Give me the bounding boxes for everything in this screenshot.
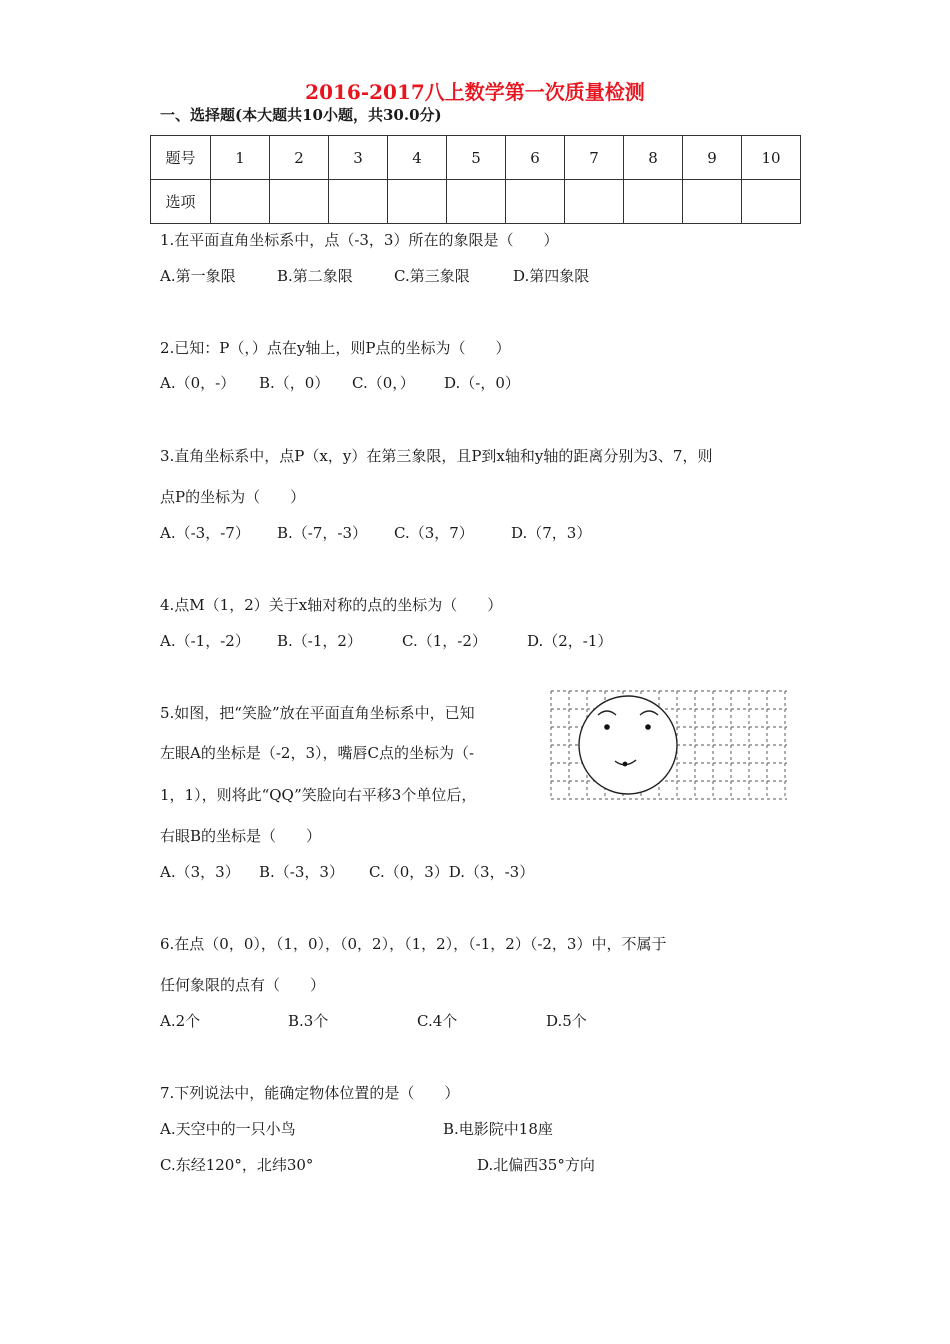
q3-stem-line1: 3.直角坐标系中，点P（x，y）在第三象限，且P到x轴和y轴的距离分别为3、7，则 xyxy=(160,447,713,465)
q7-option-a: A.天空中的一只小鸟 xyxy=(160,1120,296,1138)
right-eye-b xyxy=(645,724,651,730)
q4-option-c: C.（1，-2） xyxy=(402,632,487,650)
section-heading: 一、选择题(本大题共10小题，共30.0分) xyxy=(160,106,442,124)
q7-stem: 7.下列说法中，能确定物体位置的是（ ） xyxy=(160,1084,460,1102)
q2-option-a: A.（0，-） xyxy=(160,374,236,392)
q1-option-a: A.第一象限 xyxy=(160,267,236,285)
q2-option-c: C.（0，） xyxy=(352,374,415,392)
answer-cell[interactable] xyxy=(683,180,742,224)
q4-option-b: B.（-1，2） xyxy=(277,632,362,650)
q2-option-b: B.（，0） xyxy=(259,374,330,392)
q4-stem: 4.点M（1，2）关于x轴对称的点的坐标为（ ） xyxy=(160,596,503,614)
q1-option-b: B.第二象限 xyxy=(277,267,353,285)
answer-table xyxy=(150,135,801,224)
q5-option-b: B.（-3，3） xyxy=(259,863,344,881)
q6-stem-line1: 6.在点（0，0），（1，0），（0，2），（1，2），（-1，2）（-2，3）中，不属于 xyxy=(160,935,667,953)
q6-option-c: C.4个 xyxy=(417,1012,458,1030)
q6-stem-line2: 任何象限的点有（ ） xyxy=(160,976,326,994)
q7-option-d: D.北偏西35°方向 xyxy=(477,1156,595,1174)
table-row-answers xyxy=(151,180,801,224)
row-label-answer: 选项 xyxy=(151,180,211,224)
question-number-cell: 4 xyxy=(388,136,447,180)
question-number-cell: 2 xyxy=(270,136,329,180)
answer-cell[interactable] xyxy=(388,180,447,224)
question-number-cell: 6 xyxy=(506,136,565,180)
answer-cell[interactable] xyxy=(624,180,683,224)
q1-stem: 1.在平面直角坐标系中，点（-3，3）所在的象限是（ ） xyxy=(160,231,559,249)
q6-option-d: D.5个 xyxy=(546,1012,587,1030)
q6-option-a: A.2个 xyxy=(160,1012,201,1030)
q5-option-a: A.（3，3） xyxy=(160,863,240,881)
question-number-cell: 3 xyxy=(329,136,388,180)
q5-stem-line3: 1，1），则将此“QQ”笑脸向右平移3个单位后， xyxy=(160,786,477,804)
page-title: 2016-2017八上数学第一次质量检测 xyxy=(305,80,645,104)
row-label-number: 题号 xyxy=(151,136,211,180)
answer-cell[interactable] xyxy=(506,180,565,224)
answer-cell[interactable] xyxy=(742,180,801,224)
q3-stem-line2: 点P的坐标为（ ） xyxy=(160,488,306,506)
q4-option-a: A.（-1，-2） xyxy=(160,632,250,650)
answer-cell[interactable] xyxy=(211,180,270,224)
answer-cell[interactable] xyxy=(329,180,388,224)
q2-stem: 2.已知：P（，）点在y轴上，则P点的坐标为（ ） xyxy=(160,339,511,357)
q5-stem-line4: 右眼B的坐标是（ ） xyxy=(160,827,322,845)
question-number-cell: 1 xyxy=(211,136,270,180)
q5-stem-line2: 左眼A的坐标是（-2，3），嘴唇C点的坐标为（- xyxy=(160,744,475,762)
answer-cell[interactable] xyxy=(565,180,624,224)
q1-option-d: D.第四象限 xyxy=(513,267,590,285)
q2-option-d: D.（-，0） xyxy=(444,374,520,392)
table-row-numbers xyxy=(151,136,801,180)
q3-option-d: D.（7，3） xyxy=(511,524,592,542)
q4-option-d: D.（2，-1） xyxy=(527,632,613,650)
question-number-cell: 10 xyxy=(742,136,801,180)
q3-option-a: A.（-3，-7） xyxy=(160,524,250,542)
q3-option-b: B.（-7，-3） xyxy=(277,524,368,542)
lip-point-c xyxy=(623,762,628,767)
question-number-cell: 7 xyxy=(565,136,624,180)
answer-cell[interactable] xyxy=(447,180,506,224)
q7-option-c: C.东经120°，北纬30° xyxy=(160,1156,314,1174)
q5-option-cd: C.（0，3）D.（3，-3） xyxy=(369,863,535,881)
answer-cell[interactable] xyxy=(270,180,329,224)
question-number-cell: 5 xyxy=(447,136,506,180)
q5-stem-line1: 5.如图，把“笑脸”放在平面直角坐标系中，已知 xyxy=(160,704,475,722)
q3-option-c: C.（3，7） xyxy=(394,524,474,542)
face-circle xyxy=(579,696,677,794)
q7-option-b: B.电影院中18座 xyxy=(443,1120,553,1138)
left-eye-a xyxy=(604,724,610,730)
question-number-cell: 8 xyxy=(624,136,683,180)
question-number-cell: 9 xyxy=(683,136,742,180)
q1-option-c: C.第三象限 xyxy=(394,267,470,285)
q6-option-b: B.3个 xyxy=(288,1012,329,1030)
smiley-face-grid-figure xyxy=(548,688,790,802)
